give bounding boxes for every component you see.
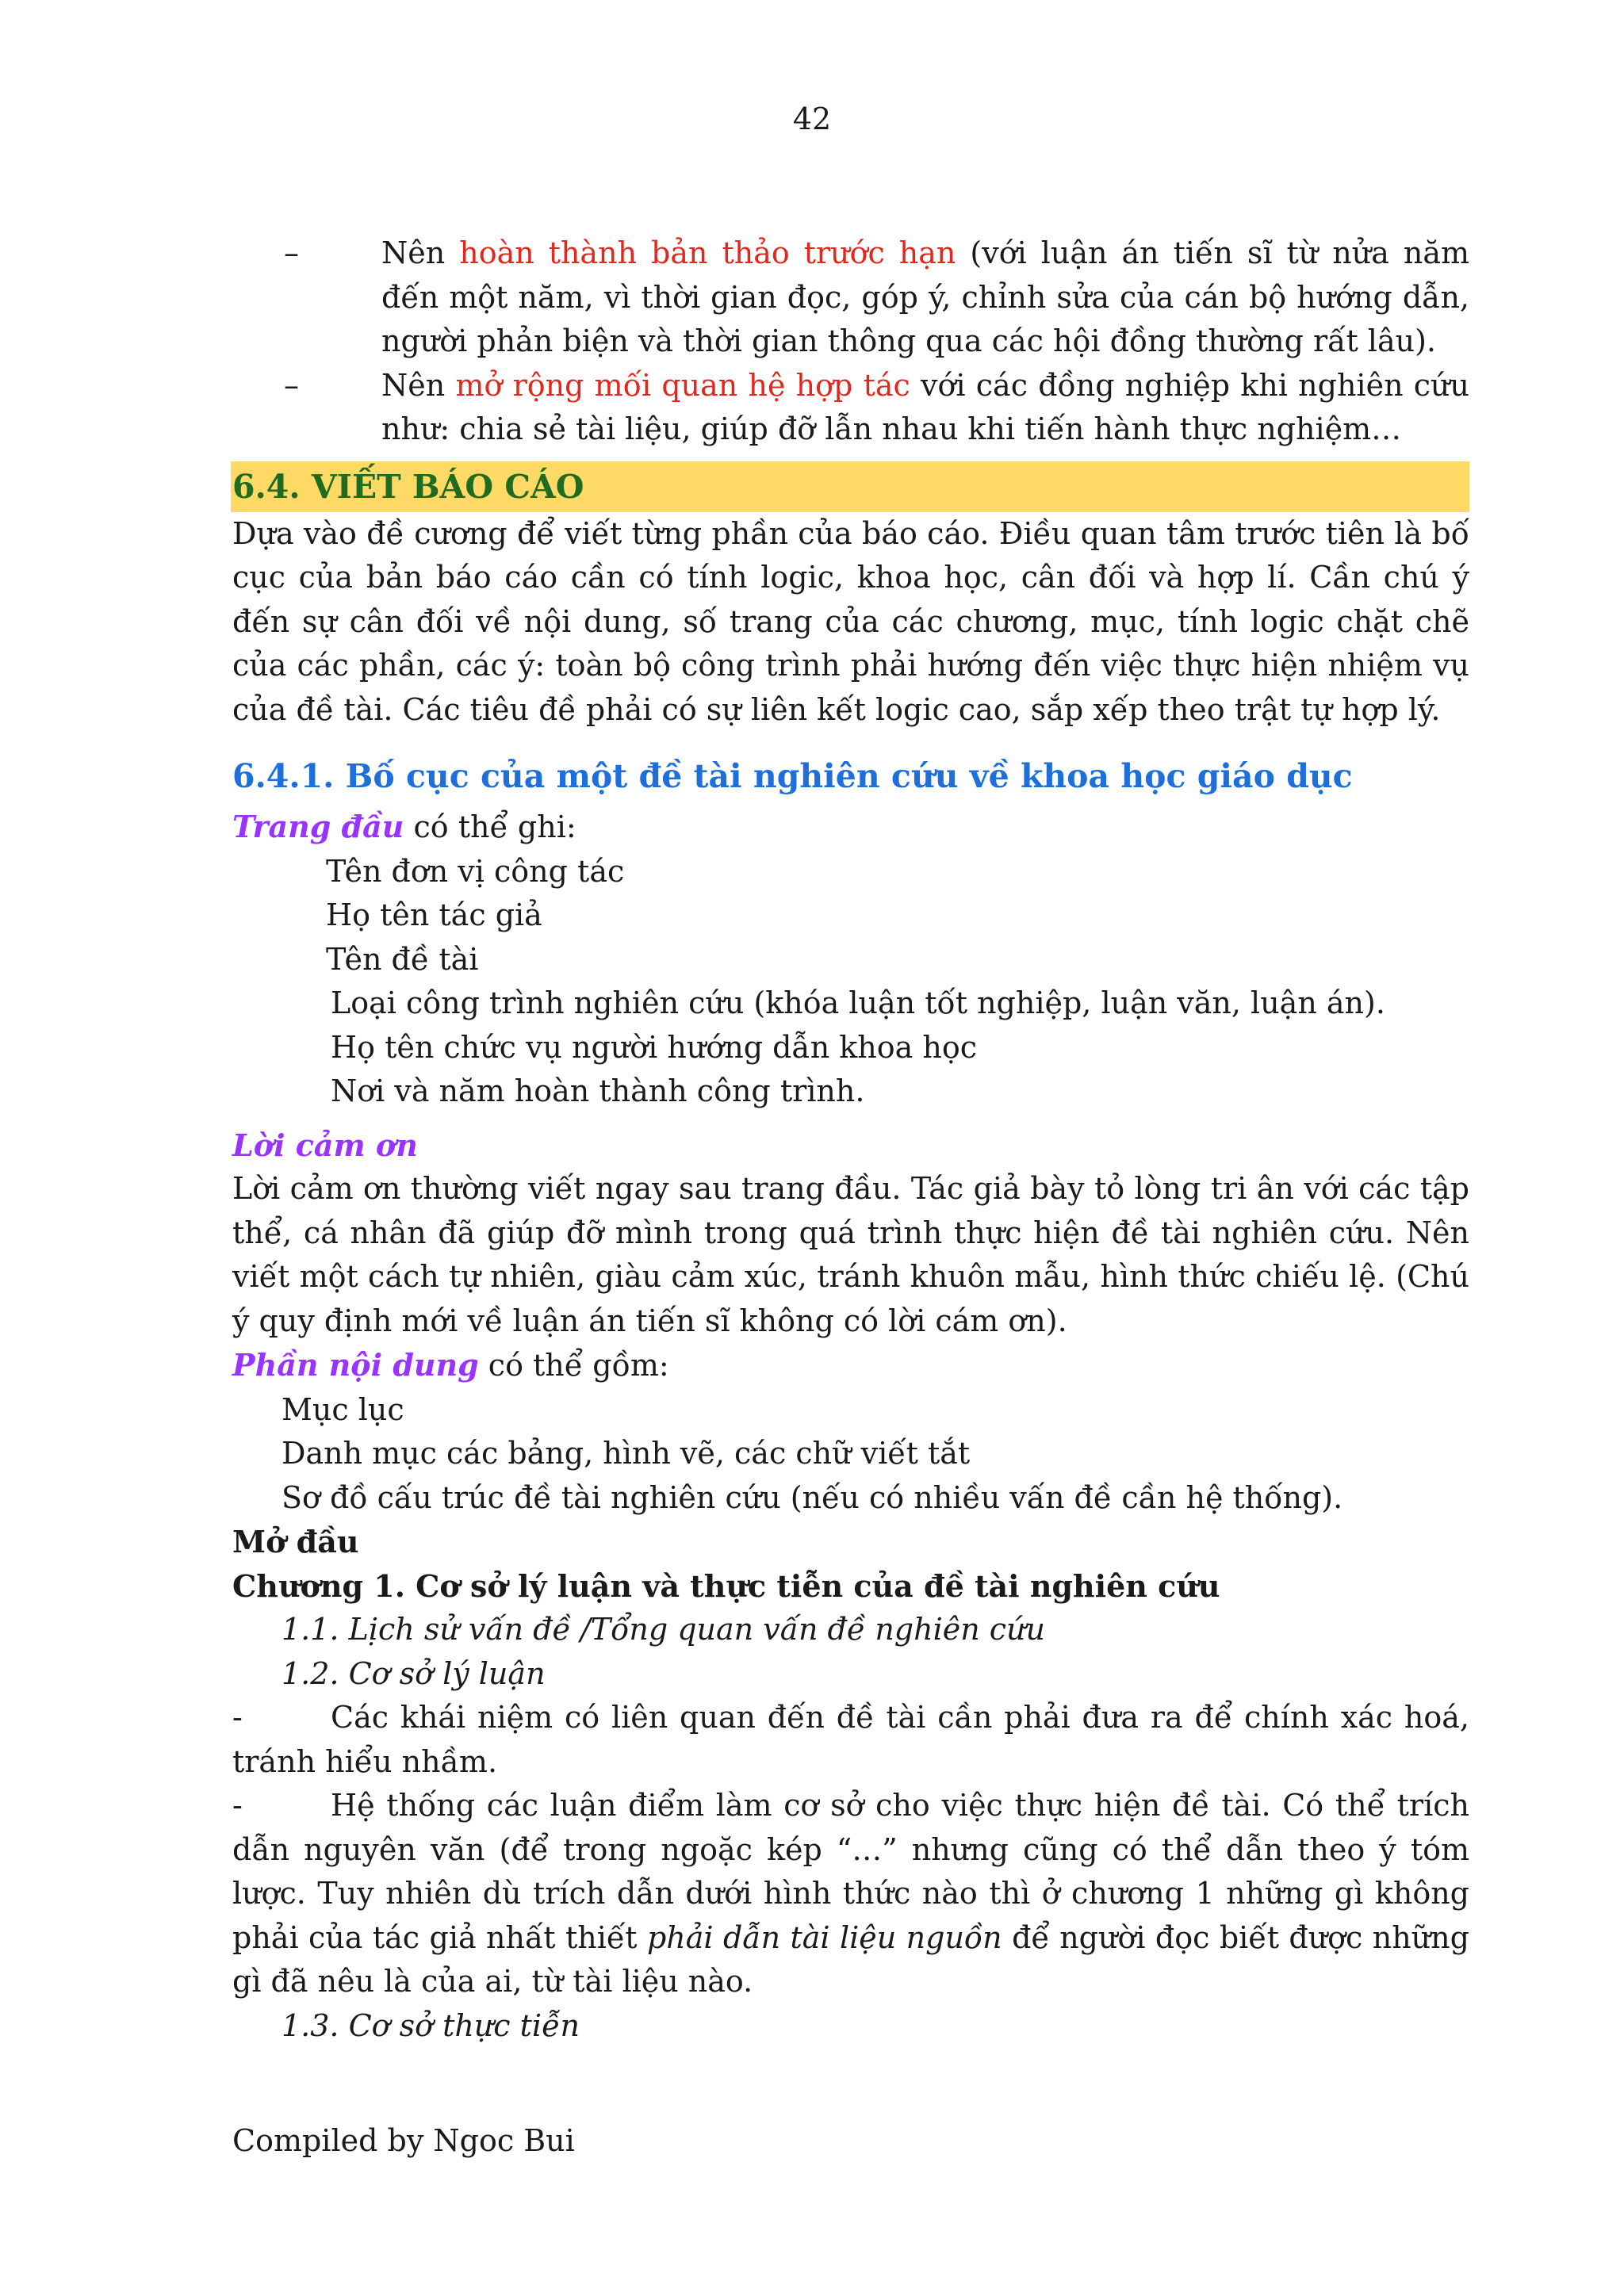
bullet-text-pre: Nên bbox=[381, 235, 460, 270]
trang-dau-suffix: có thể ghi: bbox=[404, 809, 576, 844]
phan-noi-dung-suffix: có thể gồm: bbox=[478, 1348, 669, 1383]
dash-paragraph-text: Hệ thống các luận điểm làm cơ sở cho việc thực hiện đề tài. Có thể trích dẫn nguyên văn (để trong ngoặc kép “…” nhưng cũng có thể dẫn theo ý tóm lược. Tuy nhiên dù trích dẫn dưới hình thức nào thì ở chương 1 những gì không phải của tác giả nhất thiết bbox=[232, 1788, 1469, 1955]
subsection-1-3: 1.3. Cơ sở thực tiễn bbox=[282, 2007, 580, 2043]
chapter-1-heading: Chương 1. Cơ sở lý luận và thực tiễn của đề tài nghiên cứu bbox=[232, 1567, 1220, 1604]
list-item: Nơi và năm hoàn thành công trình. bbox=[331, 1073, 865, 1108]
subsection-heading: 6.4.1. Bố cục của một đề tài nghiên cứu về khoa học giáo dục bbox=[232, 757, 1353, 795]
list-item: Mục lục bbox=[282, 1391, 404, 1427]
trang-dau-label: Trang đầu bbox=[232, 809, 404, 844]
bullet-dash: – bbox=[284, 235, 299, 270]
bullet-text-post: với các đồng nghiệp khi nghiên cứu như: chia sẻ tài liệu, giúp đỡ lẫn nhau khi tiến hành thực nghiệm… bbox=[381, 367, 1470, 446]
dash-paragraph-text: Các khái niệm có liên quan đến đề tài cần phải đưa ra để chính xác hoá, tránh hiểu nhầm. bbox=[232, 1700, 1469, 1779]
list-item: Sơ đồ cấu trúc đề tài nghiên cứu (nếu có nhiều vấn đề cần hệ thống). bbox=[282, 1479, 1343, 1515]
phan-noi-dung-line bbox=[232, 1343, 1469, 1388]
dash-paragraph-text-end: để người đọc biết được những gì đã nêu là của ai, từ tài liệu nào. bbox=[232, 1919, 1469, 1999]
section-heading: 6.4. VIẾT BÁO CÁO bbox=[232, 467, 584, 506]
bullet-text-post: (với luận án tiến sĩ từ nửa năm đến một năm, vì thời gian đọc, góp ý, chỉnh sửa của cán bộ hướng dẫn, người phản biện và thời gian thông qua các hội đồng thường rất lâu). bbox=[381, 235, 1470, 358]
list-item: Họ tên chức vụ người hướng dẫn khoa học bbox=[331, 1029, 978, 1065]
dash-marker: - bbox=[232, 1788, 243, 1823]
page-body bbox=[232, 232, 1469, 2048]
subsection-1-1: 1.1. Lịch sử vấn đề /Tổng quan vấn đề nghiên cứu bbox=[282, 1612, 1046, 1647]
bullet-dash: – bbox=[284, 367, 299, 403]
list-item: Tên đơn vị công tác bbox=[326, 853, 625, 889]
dash-paragraph bbox=[232, 1696, 1469, 1784]
loi-cam-on-text: Lời cảm ơn thường viết ngay sau trang đầu. Tác giả bày tỏ lòng tri ân với các tập thể, cá nhân đã giúp đỡ mình trong quá trình thực hiện đề tài nghiên cứu. Nên viết một cách tự nhiên, giàu cảm xúc, tránh khuôn mẫu, hình thức chiếu lệ. (Chú ý quy định mới về luận án tiến sĩ không có lời cám ơn). bbox=[232, 1171, 1469, 1338]
list-item: Tên đề tài bbox=[326, 941, 479, 977]
mo-dau-heading: Mở đầu bbox=[232, 1524, 359, 1559]
bullet-text-pre: Nên bbox=[381, 367, 456, 403]
page-number: 42 bbox=[792, 101, 832, 136]
section-heading-bar bbox=[231, 461, 1469, 512]
bullet-highlight: hoàn thành bản thảo trước hạn bbox=[459, 235, 956, 270]
phan-noi-dung-label: Phần nội dung bbox=[232, 1347, 479, 1383]
bullet-item bbox=[284, 232, 1469, 364]
subsection-1-2: 1.2. Cơ sở lý luận bbox=[282, 1655, 546, 1691]
bullet-item bbox=[284, 364, 1469, 452]
intro-paragraph: Dựa vào đề cương để viết từng phần của báo cáo. Điều quan tâm trước tiên là bố cục của bản báo cáo cần có tính logic, khoa học, cân đối và hợp lí. Cần chú ý đến sự cân đối về nội dung, số trang của các chương, mục, tính logic chặt chẽ của các phần, các ý: toàn bộ công trình phải hướng đến việc thực hiện nhiệm vụ của đề tài. Các tiêu đề phải có sự liên kết logic cao, sắp xếp theo trật tự hợp lý. bbox=[232, 515, 1469, 727]
loi-cam-on-label: Lời cảm ơn bbox=[232, 1127, 418, 1163]
list-item: Họ tên tác giả bbox=[326, 897, 542, 932]
dash-paragraph bbox=[232, 1784, 1469, 2004]
list-item: Danh mục các bảng, hình vẽ, các chữ viết tắt bbox=[282, 1436, 971, 1471]
dash-marker: - bbox=[232, 1700, 243, 1735]
bullet-highlight: mở rộng mối quan hệ hợp tác bbox=[455, 367, 910, 403]
trang-dau-line bbox=[232, 805, 1469, 850]
list-item: Loại công trình nghiên cứu (khóa luận tốt nghiệp, luận văn, luận án). bbox=[331, 985, 1385, 1020]
page-footer: Compiled by Ngoc Bui bbox=[232, 2123, 575, 2158]
dash-paragraph-emphasis: phải dẫn tài liệu nguồn bbox=[646, 1919, 1002, 1955]
